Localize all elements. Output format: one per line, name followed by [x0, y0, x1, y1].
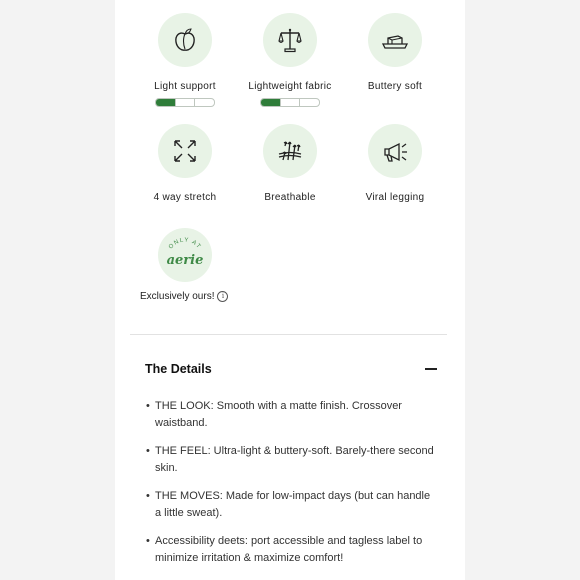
feature-label: Lightweight fabric: [248, 81, 332, 92]
feature-icon-circle: [263, 13, 317, 67]
info-icon[interactable]: i: [217, 291, 228, 302]
aerie-logo: [158, 228, 212, 282]
feature-label: Viral legging: [365, 192, 425, 203]
list-item: • THE FEEL: Ultra-light & buttery-soft. Barely-there second skin.: [155, 443, 435, 477]
exclusive-label-row: [140, 291, 228, 302]
only-at-aerie-badge: [158, 228, 212, 282]
feature-label: 4 way stretch: [153, 192, 217, 203]
feature-label: Buttery soft: [367, 81, 423, 92]
peach-icon: [170, 25, 200, 55]
list-item: • THE LOOK: Smooth with a matte finish. Crossover waistband.: [155, 398, 435, 432]
feature-lightweight-fabric: [230, 13, 350, 107]
exclusive-label: Exclusively ours!: [140, 291, 215, 302]
feature-only-at-aerie: [125, 228, 245, 282]
support-level-meter: [155, 98, 215, 107]
section-divider: [130, 334, 447, 335]
feature-label: Breathable: [264, 192, 316, 203]
feature-icon-circle: [158, 124, 212, 178]
svg-text:ONLY AT: ONLY AT: [168, 237, 202, 251]
feature-4-way-stretch: [125, 124, 245, 203]
feature-viral-legging: [335, 124, 455, 203]
minus-icon[interactable]: [425, 368, 437, 370]
megaphone-icon: [380, 136, 410, 166]
feature-icon-circle: [368, 124, 422, 178]
details-accordion-header[interactable]: [145, 360, 437, 378]
feature-icon-circle: [263, 124, 317, 178]
feature-light-support: [125, 13, 245, 107]
feature-breathable: [230, 124, 350, 203]
feature-icon-circle: [158, 13, 212, 67]
feature-label: Light support: [154, 81, 216, 92]
scale-icon: [275, 25, 305, 55]
product-features-panel: [115, 0, 465, 580]
breathable-icon: [275, 136, 305, 166]
butter-icon: [380, 25, 410, 55]
feature-icon-circle: [368, 13, 422, 67]
list-item: • THE MOVES: Made for low-impact days (but can handle a little sweat).: [155, 488, 435, 522]
list-item: • Accessibility deets: port accessible and tagless label to minimize irritation & maximize comfort!: [155, 533, 435, 567]
stretch-arrows-icon: [170, 136, 200, 166]
svg-text:aerie: aerie: [166, 253, 204, 268]
details-list: [145, 398, 435, 578]
feature-buttery-soft: [335, 13, 455, 92]
details-title: The Details: [145, 362, 212, 376]
fabric-weight-meter: [260, 98, 320, 107]
